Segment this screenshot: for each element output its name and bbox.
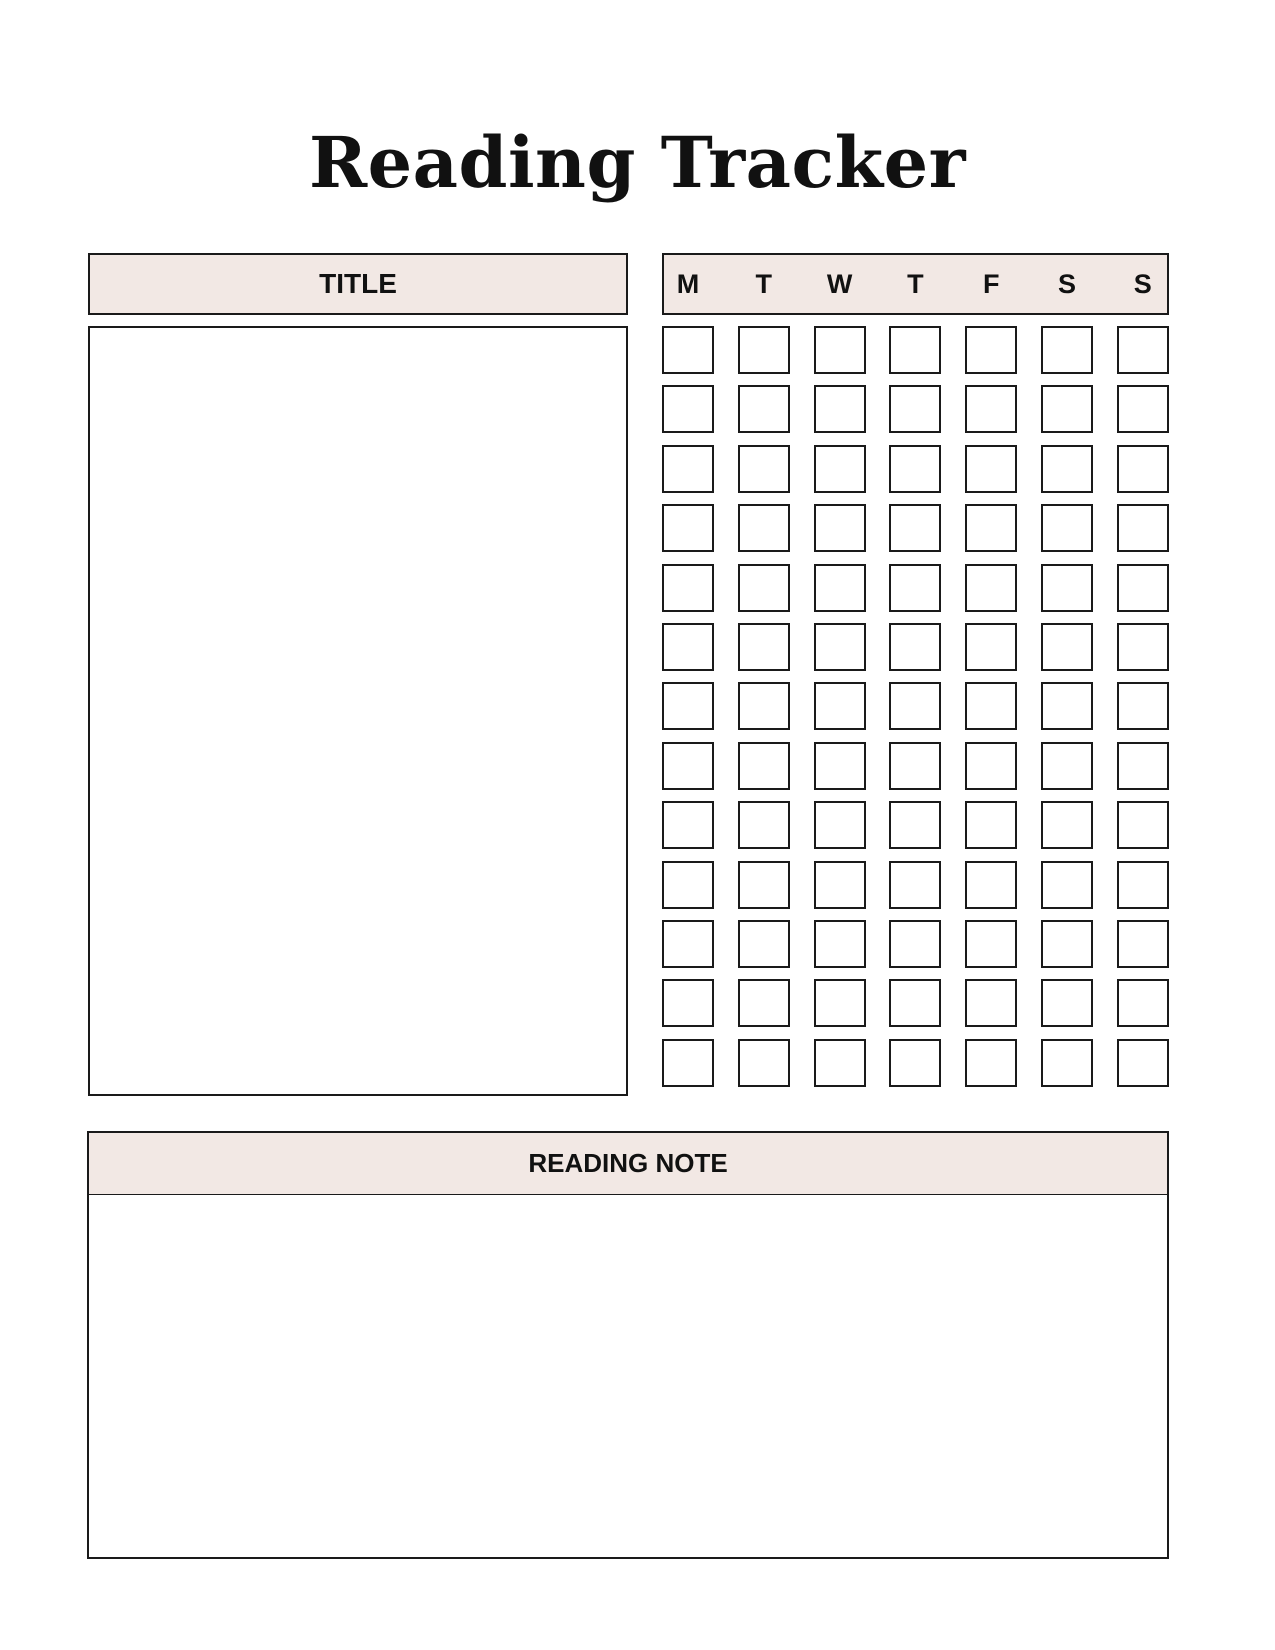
tracker-checkbox[interactable] xyxy=(1041,623,1093,671)
book-title-writing-area[interactable] xyxy=(88,326,628,1096)
tracker-checkbox[interactable] xyxy=(1117,445,1169,493)
weekday-label: F xyxy=(982,269,1000,299)
tracker-checkbox[interactable] xyxy=(1117,504,1169,552)
tracker-checkbox[interactable] xyxy=(1041,326,1093,374)
tracker-checkbox[interactable] xyxy=(965,623,1017,671)
tracker-checkbox[interactable] xyxy=(889,742,941,790)
weekday-label: S xyxy=(1057,269,1076,299)
tracker-checkbox[interactable] xyxy=(814,979,866,1027)
tracker-checkbox[interactable] xyxy=(814,564,866,612)
tracker-checkbox[interactable] xyxy=(814,1039,866,1087)
tracker-checkbox[interactable] xyxy=(889,623,941,671)
tracker-checkbox[interactable] xyxy=(662,445,714,493)
tracker-checkbox[interactable] xyxy=(1041,920,1093,968)
tracker-checkbox[interactable] xyxy=(662,1039,714,1087)
tracker-checkbox[interactable] xyxy=(965,504,1017,552)
tracker-checkbox[interactable] xyxy=(889,861,941,909)
tracker-checkbox[interactable] xyxy=(814,623,866,671)
title-header-label: TITLE xyxy=(319,268,397,299)
tracker-checkbox[interactable] xyxy=(965,801,1017,849)
tracker-checkbox[interactable] xyxy=(1041,445,1093,493)
tracker-checkbox[interactable] xyxy=(965,979,1017,1027)
tracker-checkbox[interactable] xyxy=(1117,979,1169,1027)
tracker-checkbox[interactable] xyxy=(738,445,790,493)
tracker-checkbox[interactable] xyxy=(662,742,714,790)
tracker-checkbox[interactable] xyxy=(662,504,714,552)
tracker-checkbox[interactable] xyxy=(1041,385,1093,433)
weekday-label: S xyxy=(1133,269,1152,299)
tracker-checkbox[interactable] xyxy=(814,326,866,374)
tracker-checkbox[interactable] xyxy=(965,920,1017,968)
tracker-checkbox[interactable] xyxy=(814,861,866,909)
tracker-checkbox[interactable] xyxy=(662,326,714,374)
tracker-checkbox[interactable] xyxy=(889,504,941,552)
tracker-checkbox[interactable] xyxy=(738,623,790,671)
tracker-checkbox[interactable] xyxy=(1117,861,1169,909)
tracker-checkbox[interactable] xyxy=(889,1039,941,1087)
tracker-checkbox[interactable] xyxy=(738,920,790,968)
tracker-checkbox[interactable] xyxy=(889,385,941,433)
tracker-checkbox[interactable] xyxy=(965,385,1017,433)
weekday-label: W xyxy=(826,269,853,299)
tracker-checkbox[interactable] xyxy=(1117,326,1169,374)
weekday-label: T xyxy=(907,269,924,299)
tracker-checkbox[interactable] xyxy=(889,801,941,849)
tracker-checkbox[interactable] xyxy=(889,326,941,374)
weekday-label: M xyxy=(676,269,700,299)
tracker-checkbox[interactable] xyxy=(738,1039,790,1087)
tracker-checkbox[interactable] xyxy=(814,920,866,968)
tracker-checkbox[interactable] xyxy=(1041,861,1093,909)
tracker-checkbox[interactable] xyxy=(965,445,1017,493)
tracker-checkbox[interactable] xyxy=(1117,564,1169,612)
tracker-checkbox[interactable] xyxy=(889,445,941,493)
tracker-checkbox[interactable] xyxy=(738,326,790,374)
tracker-checkbox[interactable] xyxy=(738,979,790,1027)
reading-note-writing-area[interactable] xyxy=(87,1195,1169,1559)
tracker-checkbox[interactable] xyxy=(965,682,1017,730)
tracker-checkbox[interactable] xyxy=(965,1039,1017,1087)
title-header xyxy=(88,253,628,315)
tracker-checkbox[interactable] xyxy=(889,979,941,1027)
tracker-checkbox[interactable] xyxy=(1041,564,1093,612)
tracker-checkbox[interactable] xyxy=(738,861,790,909)
tracker-checkbox[interactable] xyxy=(965,564,1017,612)
tracker-checkbox[interactable] xyxy=(889,682,941,730)
tracker-checkbox[interactable] xyxy=(1041,801,1093,849)
tracker-checkbox[interactable] xyxy=(1117,682,1169,730)
tracker-checkbox[interactable] xyxy=(662,801,714,849)
tracker-checkbox[interactable] xyxy=(662,385,714,433)
tracker-checkbox[interactable] xyxy=(1117,1039,1169,1087)
tracker-checkbox[interactable] xyxy=(814,742,866,790)
tracker-checkbox[interactable] xyxy=(662,920,714,968)
tracker-checkbox[interactable] xyxy=(1041,504,1093,552)
tracker-checkbox[interactable] xyxy=(662,682,714,730)
reading-note-header xyxy=(87,1131,1169,1197)
tracker-checkbox[interactable] xyxy=(1117,742,1169,790)
tracker-checkbox[interactable] xyxy=(1117,385,1169,433)
tracker-checkbox[interactable] xyxy=(814,445,866,493)
tracker-checkbox[interactable] xyxy=(814,385,866,433)
weekday-header xyxy=(662,253,1169,315)
tracker-checkbox[interactable] xyxy=(889,920,941,968)
daily-tracker-grid xyxy=(662,326,1169,1096)
tracker-checkbox[interactable] xyxy=(889,564,941,612)
tracker-checkbox[interactable] xyxy=(738,385,790,433)
tracker-checkbox[interactable] xyxy=(662,861,714,909)
tracker-checkbox[interactable] xyxy=(965,861,1017,909)
tracker-checkbox[interactable] xyxy=(1117,801,1169,849)
tracker-checkbox[interactable] xyxy=(662,564,714,612)
tracker-checkbox[interactable] xyxy=(738,742,790,790)
tracker-checkbox[interactable] xyxy=(738,504,790,552)
tracker-checkbox[interactable] xyxy=(965,326,1017,374)
tracker-checkbox[interactable] xyxy=(1041,979,1093,1027)
page-title: Reading Tracker xyxy=(308,121,967,204)
tracker-checkbox[interactable] xyxy=(662,623,714,671)
reading-note-header-label: READING NOTE xyxy=(528,1148,728,1178)
tracker-checkbox[interactable] xyxy=(814,504,866,552)
tracker-checkbox[interactable] xyxy=(1041,742,1093,790)
tracker-checkbox[interactable] xyxy=(738,801,790,849)
tracker-checkbox[interactable] xyxy=(814,801,866,849)
tracker-checkbox[interactable] xyxy=(814,682,866,730)
tracker-checkbox[interactable] xyxy=(1041,682,1093,730)
tracker-checkbox[interactable] xyxy=(738,682,790,730)
tracker-checkbox[interactable] xyxy=(1117,920,1169,968)
tracker-checkbox[interactable] xyxy=(662,979,714,1027)
weekday-label: T xyxy=(755,269,773,299)
tracker-checkbox[interactable] xyxy=(1041,1039,1093,1087)
tracker-checkbox[interactable] xyxy=(738,564,790,612)
tracker-checkbox[interactable] xyxy=(1117,623,1169,671)
tracker-checkbox[interactable] xyxy=(965,742,1017,790)
